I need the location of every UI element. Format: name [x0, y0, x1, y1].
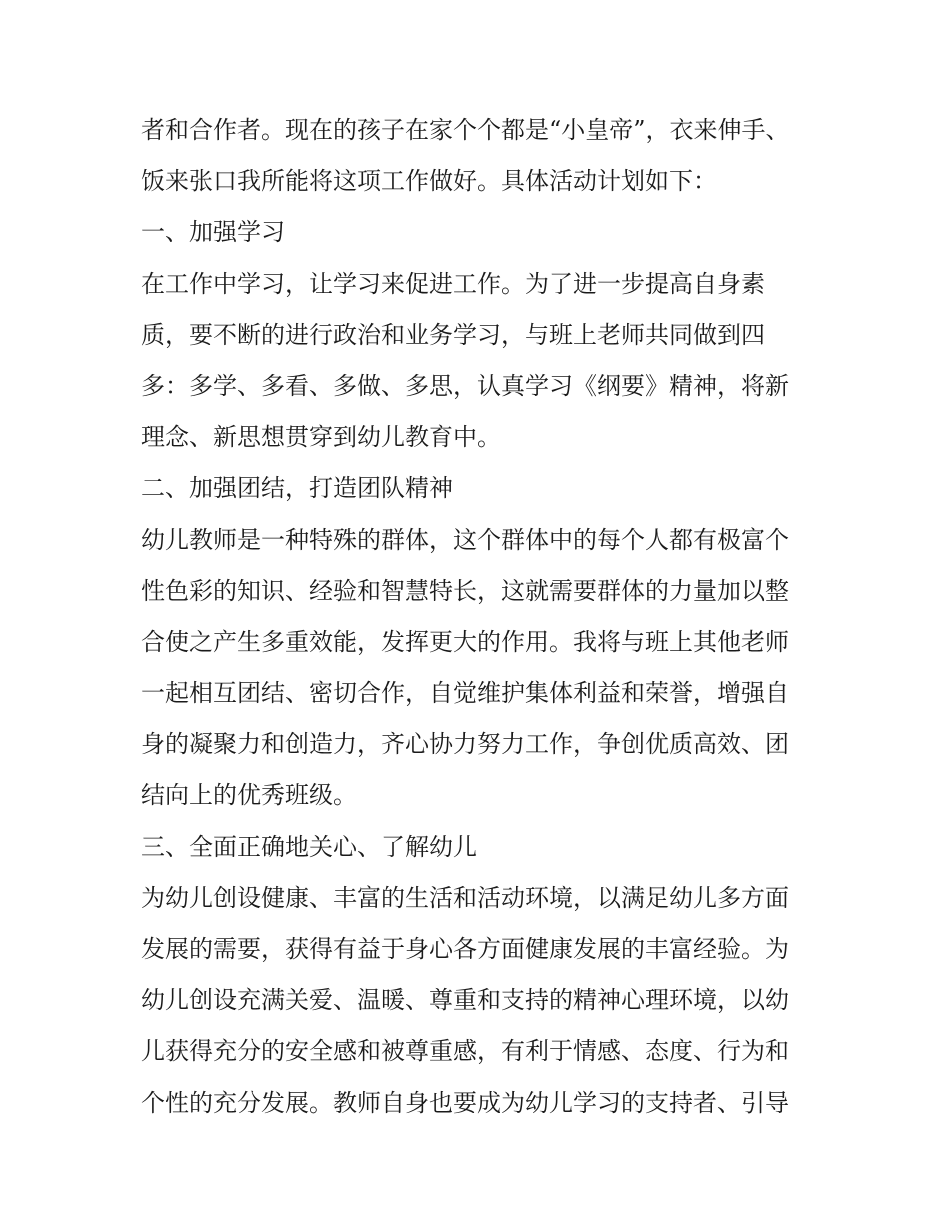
text-line: 性色彩的知识、经验和智慧特长，这就需要群体的力量加以整: [141, 576, 789, 605]
text-line: 幼儿创设充满关爱、温暖、尊重和支持的精神心理环境，以幼: [141, 986, 789, 1015]
text-line: 为幼儿创设健康、丰富的生活和活动环境，以满足幼儿多方面: [141, 883, 789, 912]
text-line: 合使之产生多重效能，发挥更大的作用。我将与班上其他老师: [141, 627, 789, 656]
section-heading: 三、全面正确地关心、了解幼儿: [141, 832, 477, 861]
text-line: 质，要不断的进行政治和业务学习，与班上老师共同做到四: [141, 320, 765, 349]
text-line: 幼儿教师是一种特殊的群体，这个群体中的每个人都有极富个: [141, 525, 789, 554]
section-heading: 一、加强学习: [141, 218, 285, 247]
document-body: [141, 108, 821, 1132]
text-line: 身的凝聚力和创造力，齐心协力努力工作，争创优质高效、团: [141, 730, 789, 759]
text-line: 多：多学、多看、多做、多思，认真学习《纲要》精神，将新: [141, 371, 789, 400]
text-line: 一起相互团结、密切合作，自觉维护集体利益和荣誉，增强自: [141, 679, 789, 708]
text-line: 理念、新思想贯穿到幼儿教育中。: [141, 423, 501, 452]
text-line: 者和合作者。现在的孩子在家个个都是“小皇帝”，衣来伸手、: [141, 116, 790, 144]
section-heading: 二、加强团结，打造团队精神: [141, 474, 453, 503]
text-line: 结向上的优秀班级。: [141, 781, 357, 810]
text-line: 儿获得充分的安全感和被尊重感，有利于情感、态度、行为和: [141, 1037, 789, 1066]
text-line: 饭来张口我所能将这项工作做好。具体活动计划如下：: [141, 167, 717, 196]
text-line: 在工作中学习，让学习来促进工作。为了进一步提高自身素: [141, 269, 765, 298]
text-line: 发展的需要，获得有益于身心各方面健康发展的丰富经验。为: [141, 935, 789, 963]
text-line: 个性的充分发展。教师自身也要成为幼儿学习的支持者、引导: [141, 1088, 789, 1117]
